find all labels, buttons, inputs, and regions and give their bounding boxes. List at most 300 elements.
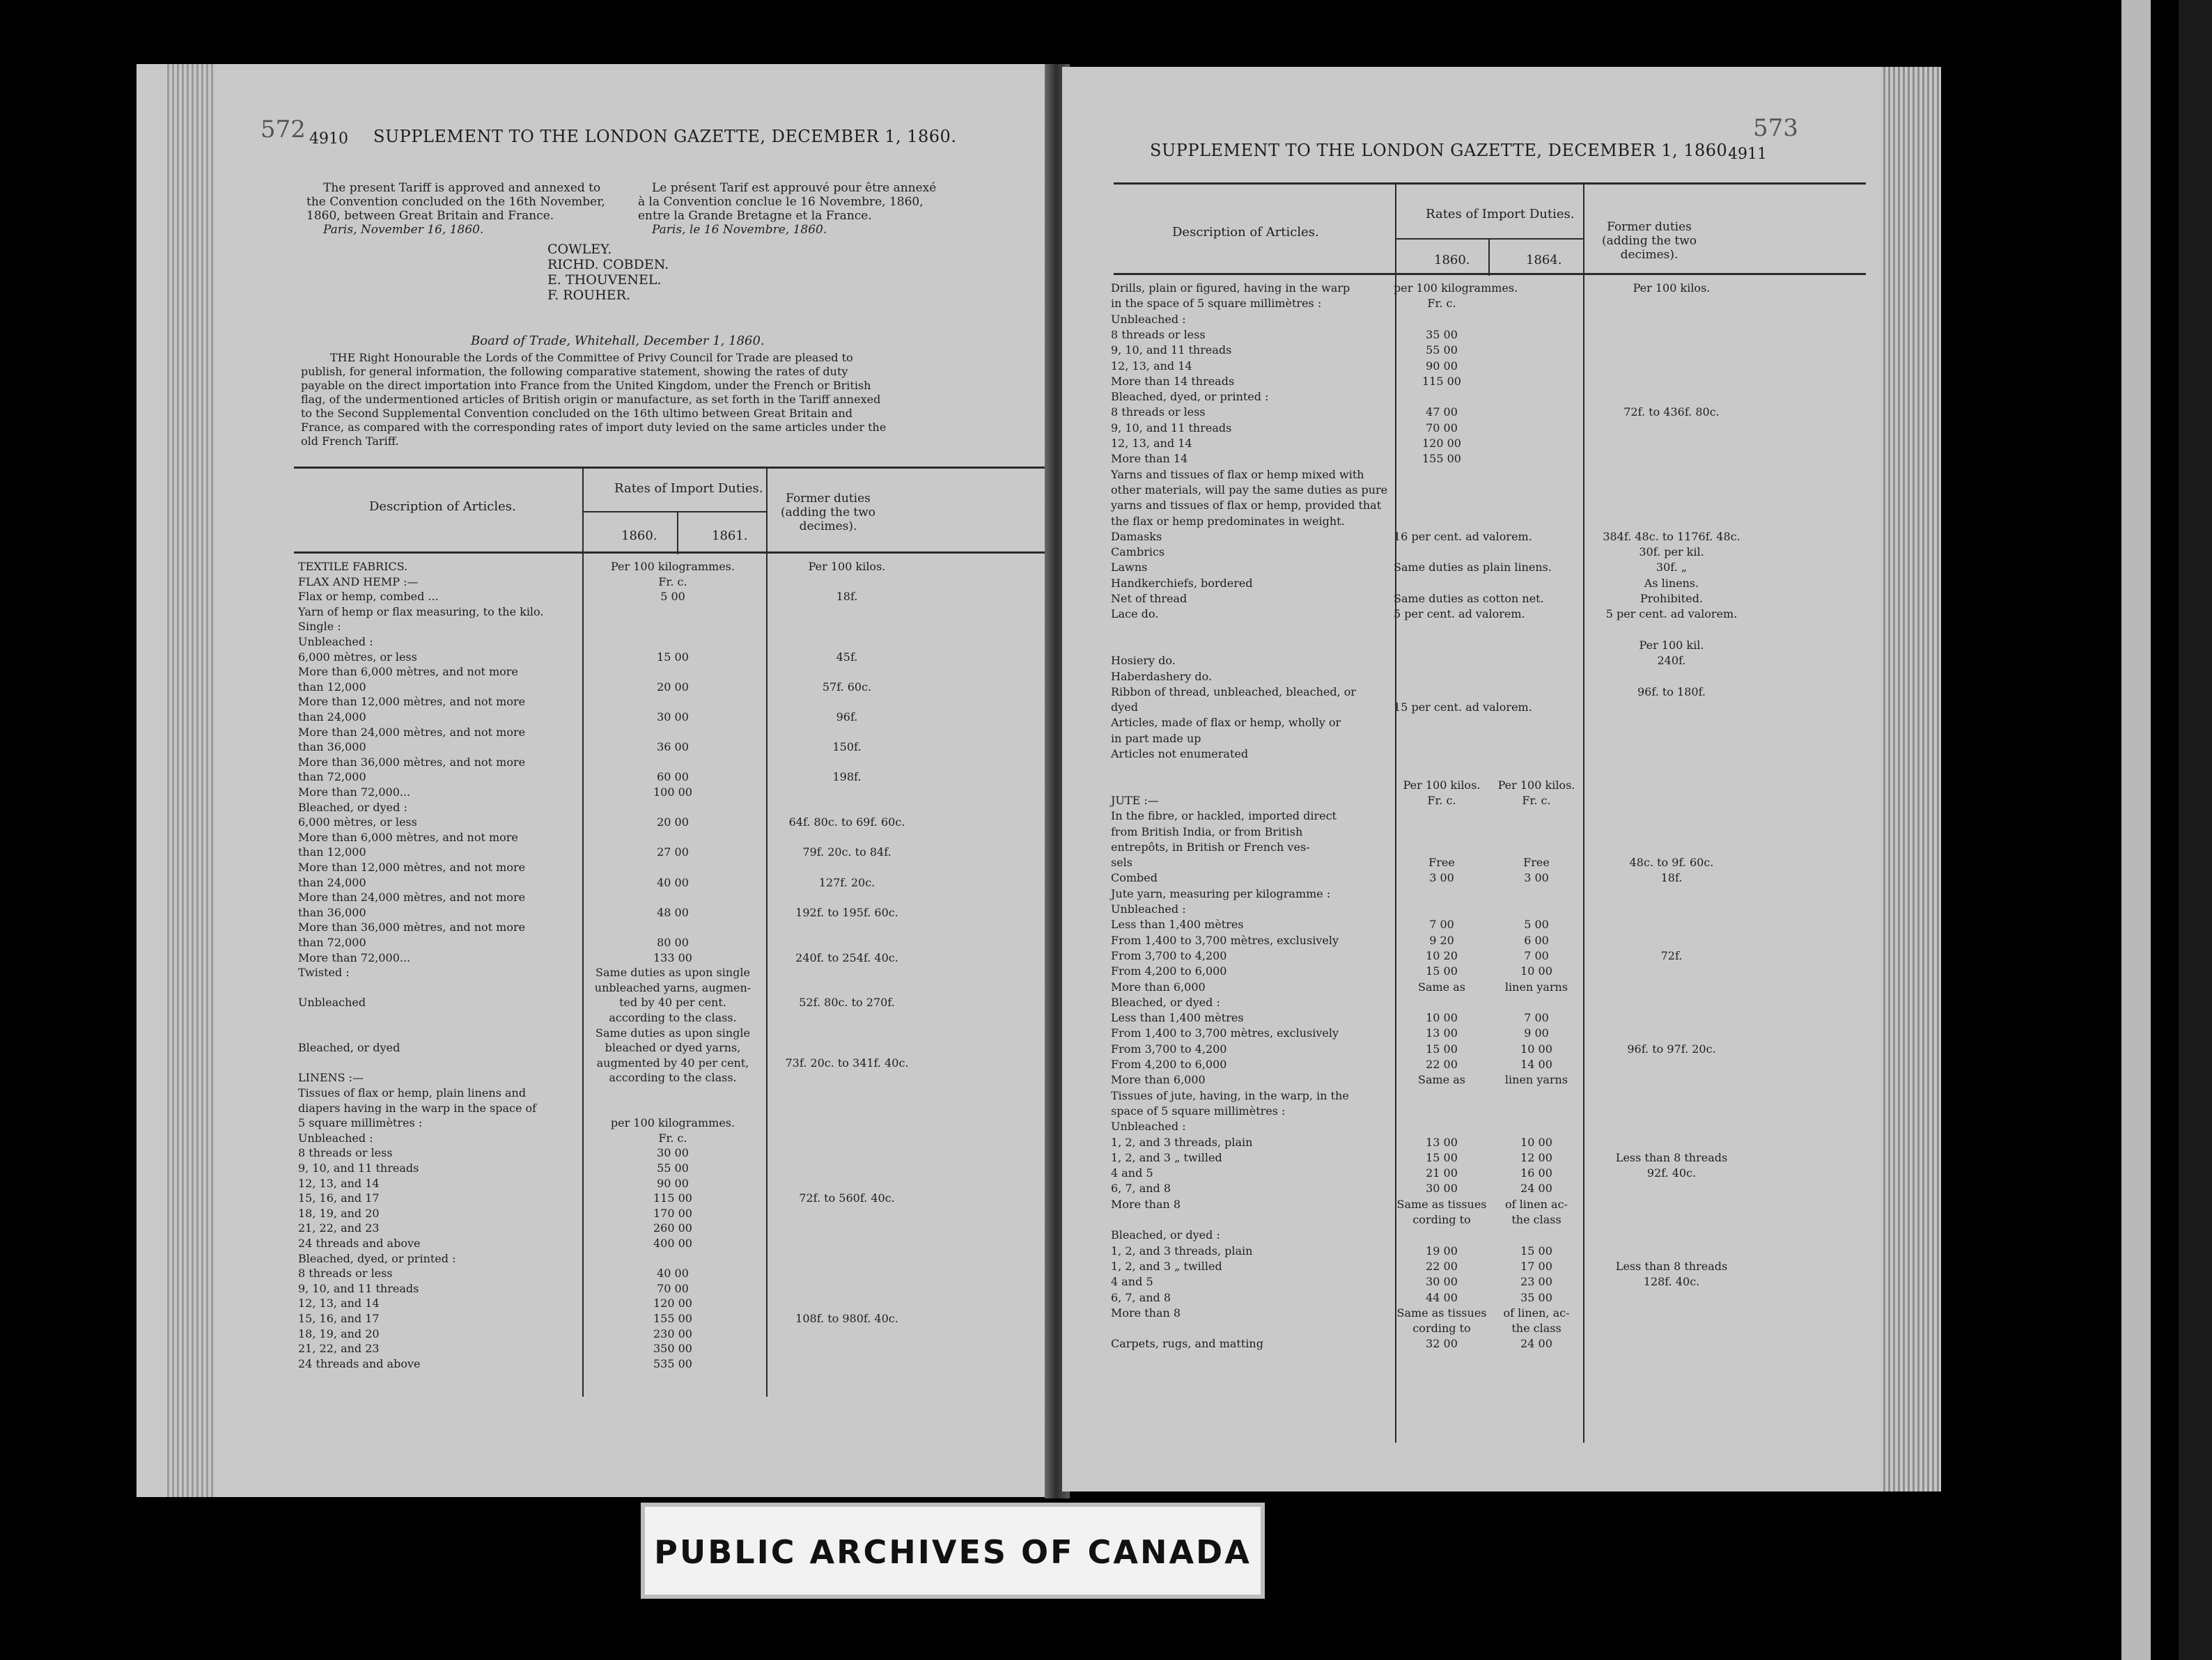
signatory: F. ROUHER.	[547, 288, 630, 303]
left-page-header: SUPPLEMENT TO THE LONDON GAZETTE, DECEMBER 1, 1860.	[373, 127, 957, 146]
col-former-header: decimes).	[1620, 248, 1679, 262]
row-rate-1860: 15 per cent. ad valorem.	[1394, 700, 1532, 714]
row-rate-1860: Free	[1428, 856, 1455, 870]
row-description: Bleached, or dyed	[298, 1041, 400, 1055]
row-description: More than 72,000...	[298, 785, 411, 799]
row-description: diapers having in the warp in the space of	[298, 1101, 537, 1115]
row-description: Less than 1,400 mètres	[1111, 918, 1244, 932]
row-former-duty: 30f. per kil.	[1639, 545, 1704, 559]
row-description: 6, 7, and 8	[1111, 1290, 1171, 1304]
row-rate-1860: 13 00	[1426, 1026, 1458, 1040]
row-former-duty: 57f. 60c.	[822, 680, 872, 694]
row-former-duty: 72f. to 436f. 80c.	[1623, 405, 1720, 419]
intro-en-line: The present Tariff is approved and annexed to	[323, 181, 601, 195]
row-rate-1860: Same duties as cotton net.	[1394, 592, 1544, 605]
row-rate-1864: 7 00	[1524, 1011, 1549, 1025]
row-rate-1864: 7 00	[1524, 948, 1549, 962]
row-description: 6,000 mètres, or less	[298, 815, 417, 829]
row-description: Tissues of flax or hemp, plain linens and	[298, 1086, 527, 1099]
row-former-duty: 96f. to 180f.	[1637, 684, 1706, 698]
row-former-duty: 72f.	[1660, 948, 1683, 962]
col-rule	[766, 468, 768, 1397]
row-rate-1860: 55 00	[1426, 343, 1458, 357]
row-description: From 3,700 to 4,200	[1111, 948, 1227, 962]
row-description: Jute yarn, measuring per kilogramme :	[1111, 886, 1331, 900]
col-former-header: (adding the two	[780, 506, 876, 519]
row-description: 15, 16, and 17	[298, 1312, 380, 1325]
row-former-duty: 240f.	[1657, 654, 1686, 668]
row-rate-1860: 3 00	[1429, 871, 1454, 885]
row-description: JUTE :—	[1111, 793, 1159, 807]
row-description: 1, 2, and 3 „ twilled	[1111, 1259, 1222, 1273]
row-description: Net of thread	[1111, 592, 1187, 605]
row-former-duty: 18f.	[1660, 871, 1683, 885]
row-rate-1860: Fr. c.	[1427, 793, 1456, 807]
row-description: than 72,000	[298, 936, 366, 949]
row-description: in the space of 5 square millimètres :	[1111, 297, 1322, 311]
row-description: Carpets, rugs, and matting	[1111, 1337, 1263, 1351]
row-rate-1860: 47 00	[1426, 405, 1458, 419]
row-description: Unbleached	[298, 996, 366, 1010]
row-rate-1860: 30 00	[657, 1146, 689, 1160]
row-rate-1860: 115 00	[653, 1191, 692, 1205]
row-former-duty: As linens.	[1644, 576, 1699, 590]
row-rate-1860: 120 00	[1422, 437, 1461, 450]
row-rate-1864: 24 00	[1520, 1337, 1552, 1351]
right-page-edges	[1880, 67, 1939, 1491]
row-rate-1860: 22 00	[1426, 1058, 1458, 1071]
row-rate-1860: 70 00	[657, 1281, 689, 1295]
row-rate-1860: 60 00	[657, 770, 689, 784]
left-archive-number: 572	[260, 116, 306, 143]
row-former-duty: 30f. „	[1656, 561, 1688, 574]
intro-en-line: the Convention concluded on the 16th November,	[306, 195, 605, 209]
row-rate-1860: 16 per cent. ad valorem.	[1394, 529, 1532, 543]
left-page	[137, 64, 1050, 1497]
col-rule	[677, 512, 678, 554]
row-rate-1860: 36 00	[657, 740, 689, 754]
row-rate-1860: Per 100 kilos.	[1403, 778, 1481, 792]
row-description: More than 14	[1111, 452, 1188, 466]
intro-fr-line: entre la Grande Bretagne et la France.	[638, 209, 872, 223]
notice-line: France, as compared with the corresponding rates of import duty levied on the same articles under the	[301, 421, 887, 434]
table-head-rule	[1114, 273, 1866, 275]
row-former-duty: 79f. 20c. to 84f.	[802, 845, 891, 859]
row-rate-1860: 40 00	[657, 1267, 689, 1281]
row-description: 1, 2, and 3 threads, plain	[1111, 1244, 1253, 1258]
notice-line: payable on the direct importation into France from the United Kingdom, under the French or British	[301, 379, 871, 392]
row-former-duty: 18f.	[836, 590, 858, 604]
row-rate-1860: 5 00	[660, 590, 685, 604]
row-description: More than 6,000	[1111, 980, 1206, 994]
row-rate-1864: Free	[1523, 856, 1550, 870]
row-former-duty: Prohibited.	[1639, 592, 1704, 605]
row-description: dyed	[1111, 700, 1138, 714]
film-edge	[2121, 0, 2151, 1660]
left-page-edges	[167, 64, 216, 1497]
row-description: from British India, or from British	[1111, 824, 1303, 838]
row-rate-1860: 10 00	[1426, 1011, 1458, 1025]
row-rate-1860: 32 00	[1426, 1337, 1458, 1351]
row-rate-1860: 170 00	[653, 1206, 692, 1220]
row-rate-1864: 14 00	[1520, 1058, 1552, 1071]
row-description: Cambrics	[1111, 545, 1165, 559]
row-description: 8 threads or less	[1111, 405, 1206, 419]
row-description: 9, 10, and 11 threads	[1111, 421, 1232, 434]
archive-label-text: PUBLIC ARCHIVES OF CANADA	[654, 1533, 1252, 1571]
row-rate-1860: 260 00	[653, 1221, 692, 1235]
row-rate-1860: 70 00	[1426, 421, 1458, 434]
row-rate-1860: 90 00	[657, 1176, 689, 1190]
film-edge	[2151, 0, 2179, 1660]
row-description: than 72,000	[298, 770, 366, 784]
row-former-duty: 52f. 80c. to 270f.	[799, 996, 895, 1010]
table-top-rule	[294, 467, 1050, 469]
row-rate-1860: 30 00	[1426, 1275, 1458, 1289]
row-former-duty: 64f. 80c. to 69f. 60c.	[788, 815, 905, 829]
notice-line: THE Right Honourable the Lords of the Committee of Privy Council for Trade are pleased to	[330, 351, 853, 364]
row-description: other materials, will pay the same duties as pure	[1111, 483, 1388, 496]
archive-label	[641, 1503, 1265, 1599]
row-rate-1860: per 100 kilogrammes.	[610, 1116, 735, 1130]
col-rule	[1583, 184, 1584, 1443]
row-description: 9, 10, and 11 threads	[1111, 343, 1232, 357]
row-description: than 24,000	[298, 710, 366, 723]
row-description: Ribbon of thread, unbleached, bleached, or	[1111, 684, 1357, 698]
row-description: Lawns	[1111, 561, 1148, 574]
row-rate-1860: augmented by 40 per cent,	[596, 1056, 749, 1070]
row-rate-1860: 15 00	[657, 650, 689, 664]
row-description: in part made up	[1111, 731, 1201, 745]
row-rate-1860: 10 20	[1426, 948, 1458, 962]
intro-en-line: Paris, November 16, 1860.	[323, 223, 484, 237]
row-description: 9, 10, and 11 threads	[298, 1281, 419, 1295]
row-rate-1860: 30 00	[657, 710, 689, 723]
row-rate-1864: 5 00	[1524, 918, 1549, 932]
row-rate-1860: Same as tissues	[1396, 1197, 1487, 1211]
row-description: 1, 2, and 3 „ twilled	[1111, 1150, 1222, 1164]
intro-en-line: 1860, between Great Britain and France.	[306, 209, 554, 223]
row-rate-1860: Same duties as plain linens.	[1394, 561, 1552, 574]
row-rate-1860: 120 00	[653, 1297, 692, 1310]
col-former-header: decimes).	[799, 519, 857, 533]
row-description: Unbleached :	[298, 635, 373, 648]
col-description-header: Description of Articles.	[1172, 225, 1319, 240]
rates-divider	[582, 511, 766, 512]
row-former-duty: 48c. to 9f. 60c.	[1629, 856, 1714, 870]
row-rate-1860: 13 00	[1426, 1135, 1458, 1149]
row-description: 9, 10, and 11 threads	[298, 1161, 419, 1175]
row-description: than 36,000	[298, 740, 366, 754]
row-rate-1864: of linen ac-	[1505, 1197, 1568, 1211]
notice-line: old French Tariff.	[301, 434, 399, 448]
row-description: 6, 7, and 8	[1111, 1182, 1171, 1196]
row-rate-1860: 230 00	[653, 1326, 692, 1340]
row-rate-1860: Fr. c.	[658, 574, 687, 588]
row-rate-1860: 90 00	[1426, 359, 1458, 373]
row-rate-1860: Same as	[1418, 980, 1465, 994]
row-former-duty: Less than 8 threads	[1615, 1150, 1728, 1164]
notice-line: flag, of the undermentioned articles of British origin or manufacture, as set forth in the Tariff annexed	[301, 393, 881, 406]
row-description: 1, 2, and 3 threads, plain	[1111, 1135, 1253, 1149]
row-rate-1860: 40 00	[657, 875, 689, 889]
row-description: than 36,000	[298, 905, 366, 919]
row-description: More than 14 threads	[1111, 374, 1235, 388]
row-description: Articles not enumerated	[1111, 747, 1249, 760]
row-former-duty: Per 100 kilos.	[1633, 281, 1711, 295]
row-rate-1860: 400 00	[653, 1237, 692, 1250]
row-former-duty: 198f.	[832, 770, 862, 784]
row-description: Flax or hemp, combed ...	[298, 590, 439, 604]
row-description: space of 5 square millimètres :	[1111, 1104, 1286, 1118]
row-description: 4 and 5	[1111, 1166, 1153, 1180]
row-rate-1864: linen yarns	[1504, 980, 1568, 994]
row-rate-1860: 155 00	[653, 1312, 692, 1325]
row-rate-1860: cording to	[1412, 1322, 1471, 1336]
left-folio: 4910	[309, 130, 348, 148]
film-edge	[2179, 0, 2212, 1660]
right-page-header: SUPPLEMENT TO THE LONDON GAZETTE, DECEMBER 1, 1860.	[1150, 141, 1734, 160]
notice-line: publish, for general information, the following comparative statement, showing the rates of duty	[301, 365, 848, 378]
row-description: From 3,700 to 4,200	[1111, 1042, 1227, 1056]
row-description: Lace do.	[1111, 607, 1159, 621]
row-rate-1860: 19 00	[1426, 1244, 1458, 1258]
row-former-duty: 128f. 40c.	[1643, 1275, 1700, 1289]
row-description: Articles, made of flax or hemp, wholly or	[1111, 716, 1341, 730]
row-description: TEXTILE FABRICS.	[298, 560, 408, 573]
col-1864-header: 1861.	[712, 528, 748, 543]
row-description: 8 threads or less	[298, 1267, 393, 1281]
row-description: From 4,200 to 6,000	[1111, 964, 1227, 978]
signatory: RICHD. COBDEN.	[547, 257, 669, 272]
row-rate-1860: Fr. c.	[658, 1131, 687, 1145]
row-description: From 1,400 to 3,700 mètres, exclusively	[1111, 933, 1339, 947]
row-rate-1864: of linen, ac-	[1503, 1306, 1570, 1320]
row-description: Hosiery do.	[1111, 654, 1176, 668]
row-description: Single :	[298, 620, 341, 634]
row-rate-1864: the class	[1511, 1322, 1561, 1336]
row-description: More than 36,000 mètres, and not more	[298, 755, 526, 769]
row-rate-1860: 21 00	[1426, 1166, 1458, 1180]
row-description: More than 24,000 mètres, and not more	[298, 891, 526, 905]
row-description: More than 72,000...	[298, 950, 411, 964]
row-rate-1864: 24 00	[1520, 1182, 1552, 1196]
row-description: More than 24,000 mètres, and not more	[298, 725, 526, 739]
row-description: More than 12,000 mètres, and not more	[298, 695, 526, 709]
row-rate-1860: 115 00	[1422, 374, 1461, 388]
row-description: 12, 13, and 14	[1111, 437, 1192, 450]
table-head-rule	[294, 551, 1050, 554]
row-description: 6,000 mètres, or less	[298, 650, 417, 664]
row-description: From 1,400 to 3,700 mètres, exclusively	[1111, 1026, 1339, 1040]
row-description: Drills, plain or figured, having in the warp	[1111, 281, 1350, 295]
row-rate-1860: 35 00	[1426, 327, 1458, 341]
row-description: the flax or hemp predominates in weight.	[1111, 514, 1345, 528]
row-rate-1860: Same duties as upon single	[595, 966, 750, 980]
row-description: 8 threads or less	[298, 1146, 393, 1160]
col-rates-header: Rates of Import Duties.	[1426, 207, 1575, 221]
row-description: entrepôts, in British or French ves-	[1111, 840, 1310, 854]
row-rate-1864: Fr. c.	[1522, 793, 1551, 807]
row-rate-1864: 10 00	[1520, 1042, 1552, 1056]
row-rate-1864: Per 100 kilos.	[1497, 778, 1575, 792]
row-former-duty: 5 per cent. ad valorem.	[1605, 607, 1738, 621]
row-description: More than 36,000 mètres, and not more	[298, 921, 526, 934]
row-description: 24 threads and above	[298, 1356, 421, 1370]
col-rule	[582, 468, 584, 1397]
row-description: 15, 16, and 17	[298, 1191, 380, 1205]
intro-fr-line: Paris, le 16 Novembre, 1860.	[652, 223, 827, 237]
row-description: More than 6,000 mètres, and not more	[298, 830, 518, 844]
row-description: Unbleached :	[1111, 902, 1186, 916]
col-rule	[1488, 240, 1490, 276]
row-description: Yarns and tissues of flax or hemp mixed with	[1111, 467, 1364, 481]
row-description: 24 threads and above	[298, 1237, 421, 1250]
row-rate-1864: 15 00	[1520, 1244, 1552, 1258]
row-former-duty: 192f. to 195f. 60c.	[795, 905, 898, 919]
row-rate-1860: 535 00	[653, 1356, 692, 1370]
row-former-duty: 240f. to 254f. 40c.	[795, 950, 898, 964]
row-description: 18, 19, and 20	[298, 1206, 380, 1220]
row-rate-1860: cording to	[1412, 1213, 1471, 1226]
row-rate-1860: 100 00	[653, 785, 692, 799]
row-rate-1864: 16 00	[1520, 1166, 1552, 1180]
row-description: 12, 13, and 14	[298, 1176, 380, 1190]
row-rate-1860: 7 00	[1429, 918, 1454, 932]
row-former-duty: 96f.	[836, 710, 858, 723]
row-description: Damasks	[1111, 529, 1162, 543]
row-description: 12, 13, and 14	[298, 1297, 380, 1310]
row-former-duty: 96f. to 97f. 20c.	[1627, 1042, 1716, 1056]
row-description: 21, 22, and 23	[298, 1342, 380, 1356]
row-rate-1864: the class	[1511, 1213, 1561, 1226]
row-former-duty: Per 100 kil.	[1639, 638, 1704, 652]
row-description: Unbleached :	[298, 1131, 373, 1145]
row-rate-1860: 155 00	[1422, 452, 1461, 466]
right-archive-number: 573	[1753, 114, 1798, 142]
row-rate-1864: 10 00	[1520, 964, 1552, 978]
row-rate-1864: 9 00	[1524, 1026, 1549, 1040]
intro-fr-line: à la Convention conclue le 16 Novembre, 1860,	[638, 195, 924, 209]
row-description: than 12,000	[298, 845, 366, 859]
row-rate-1860: 27 00	[657, 845, 689, 859]
row-description: 8 threads or less	[1111, 327, 1206, 341]
row-description: More than 8	[1111, 1306, 1181, 1320]
row-former-duty: 92f. 40c.	[1646, 1166, 1697, 1180]
row-rate-1860: per 100 kilogrammes.	[1394, 281, 1518, 295]
row-description: Haberdashery do.	[1111, 669, 1213, 683]
row-description: Handkerchiefs, bordered	[1111, 576, 1253, 590]
row-description: Twisted :	[298, 966, 350, 980]
row-rate-1860: unbleached yarns, augmen-	[594, 980, 751, 994]
col-former-header: (adding the two	[1601, 234, 1697, 248]
col-former-header: Former duties	[786, 492, 871, 506]
row-former-duty: 108f. to 980f. 40c.	[795, 1312, 898, 1325]
col-description-header: Description of Articles.	[369, 499, 516, 514]
row-description: yarns and tissues of flax or hemp, provided that	[1111, 499, 1382, 512]
row-rate-1860: according to the class.	[609, 1071, 737, 1085]
signatory: E. THOUVENEL.	[547, 272, 662, 288]
row-rate-1860: 15 00	[1426, 1042, 1458, 1056]
row-former-duty: 150f.	[832, 740, 862, 754]
row-rate-1864: 17 00	[1520, 1259, 1552, 1273]
row-description: More than 12,000 mètres, and not more	[298, 861, 526, 874]
row-description: 21, 22, and 23	[298, 1221, 380, 1235]
row-description: Unbleached :	[1111, 1120, 1186, 1134]
row-rate-1864: 10 00	[1520, 1135, 1552, 1149]
row-description: More than 6,000 mètres, and not more	[298, 665, 518, 679]
table-top-rule	[1114, 182, 1866, 185]
row-rate-1860: 15 00	[1426, 1150, 1458, 1164]
row-rate-1860: ted by 40 per cent.	[619, 996, 726, 1010]
row-description: Bleached, or dyed :	[1111, 995, 1220, 1009]
row-description: FLAX AND HEMP :—	[298, 574, 419, 588]
dateline: Board of Trade, Whitehall, December 1, 1860.	[471, 334, 765, 348]
row-rate-1860: Same as tissues	[1396, 1306, 1487, 1320]
row-rate-1860: 48 00	[657, 905, 689, 919]
row-rate-1864: 35 00	[1520, 1290, 1552, 1304]
row-rate-1860: 55 00	[657, 1161, 689, 1175]
row-former-duty: 72f. to 560f. 40c.	[799, 1191, 895, 1205]
row-rate-1864: 6 00	[1524, 933, 1549, 947]
row-description: From 4,200 to 6,000	[1111, 1058, 1227, 1071]
row-rate-1864: 12 00	[1520, 1150, 1552, 1164]
row-former-duty: 45f.	[836, 650, 858, 664]
row-rate-1860: bleached or dyed yarns,	[605, 1041, 741, 1055]
row-former-duty: Less than 8 threads	[1615, 1259, 1728, 1273]
row-rate-1864: linen yarns	[1504, 1073, 1568, 1087]
col-former-header: Former duties	[1607, 220, 1692, 234]
row-description: Bleached, dyed, or printed :	[1111, 390, 1269, 404]
row-description: More than 6,000	[1111, 1073, 1206, 1087]
row-description: Yarn of hemp or flax measuring, to the kilo.	[298, 604, 544, 618]
row-description: Bleached, or dyed :	[1111, 1228, 1220, 1242]
right-page	[1062, 67, 1941, 1491]
row-rate-1864: 3 00	[1524, 871, 1549, 885]
col-1860-header: 1860.	[1434, 253, 1470, 267]
row-rate-1860: 22 00	[1426, 1259, 1458, 1273]
notice-line: to the Second Supplemental Convention concluded on the 16th ultimo between Great Britain and	[301, 407, 852, 420]
row-former-duty: 384f. 48c. to 1176f. 48c.	[1603, 529, 1740, 543]
row-description: sels	[1111, 856, 1133, 870]
row-description: 4 and 5	[1111, 1275, 1153, 1289]
row-description: 5 square millimètres :	[298, 1116, 423, 1130]
row-description: Bleached, dyed, or printed :	[298, 1251, 456, 1265]
col-rates-header: Rates of Import Duties.	[614, 481, 763, 496]
right-folio: 4911	[1728, 146, 1767, 163]
row-rate-1860: 30 00	[1426, 1182, 1458, 1196]
row-former-duty: 127f. 20c.	[818, 875, 875, 889]
row-description: than 12,000	[298, 680, 366, 694]
row-description: Unbleached :	[1111, 312, 1186, 326]
row-description: Combed	[1111, 871, 1158, 885]
row-description: Tissues of jute, having, in the warp, in the	[1111, 1088, 1349, 1102]
row-rate-1860: 15 00	[1426, 964, 1458, 978]
row-description: Less than 1,400 mètres	[1111, 1011, 1244, 1025]
row-rate-1860: according to the class.	[609, 1011, 737, 1024]
row-description: In the fibre, or hackled, imported direct	[1111, 809, 1337, 823]
row-former-duty: Per 100 kilos.	[808, 560, 886, 573]
row-description: 12, 13, and 14	[1111, 359, 1192, 373]
row-rate-1860: 350 00	[653, 1342, 692, 1356]
row-rate-1860: 20 00	[657, 680, 689, 694]
row-rate-1860: Same as	[1418, 1073, 1465, 1087]
row-description: More than 8	[1111, 1197, 1181, 1211]
col-1864-header: 1864.	[1526, 253, 1562, 267]
row-description: Bleached, or dyed :	[298, 800, 407, 814]
row-rate-1860: 44 00	[1426, 1290, 1458, 1304]
row-rate-1860: 80 00	[657, 936, 689, 949]
